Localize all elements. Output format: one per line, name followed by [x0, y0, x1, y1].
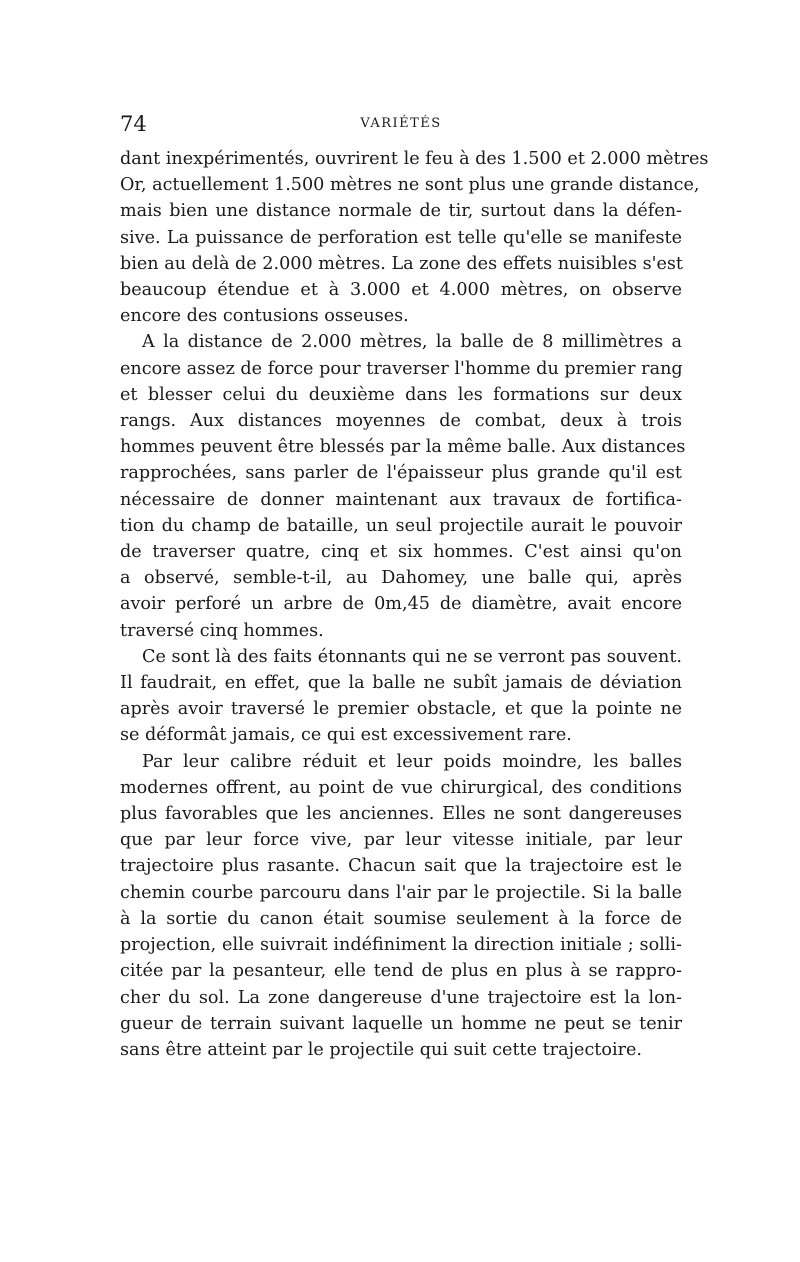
text-line: encore des contusions osseuses. [120, 306, 409, 327]
paragraph [120, 749, 682, 1063]
text-line: citée par la pesanteur, elle tend de plus en plus à se rappro- [120, 961, 682, 982]
text-line: A la distance de 2.000 mètres, la balle de 8 millimètres a [142, 332, 682, 353]
text-line: encore assez de force pour traverser l'homme du premier rang [120, 358, 683, 379]
text-line: sive. La puissance de perforation est telle qu'elle se manifeste [120, 227, 682, 248]
text-line: se déformât jamais, ce qui est excessivement rare. [120, 725, 572, 746]
page-number: 74 [120, 112, 147, 136]
text-line: dant inexpérimentés, ouvrirent le feu à des 1.500 et 2.000 mètres [120, 149, 709, 169]
text-line: modernes offrent, au point de vue chirurgical, des conditions [120, 777, 682, 798]
text-line: mais bien une distance normale de tir, surtout dans la défen- [120, 201, 682, 222]
text-line: sans être atteint par le projectile qui suit cette trajectoire. [120, 1039, 642, 1060]
text-line: avoir perforé un arbre de 0m,45 de diamètre, avait encore [120, 594, 682, 615]
running-head: VARIÉTÉS [360, 116, 442, 131]
text-line: chemin courbe parcouru dans l'air par le projectile. Si la balle [120, 882, 682, 903]
text-line: cher du sol. La zone dangereuse d'une trajectoire est la lon- [120, 987, 682, 1008]
text-line: beaucoup étendue et à 3.000 et 4.000 mètres, on observe [120, 280, 682, 301]
text-line: projection, elle suivrait indéfiniment la direction initiale ; solli- [120, 935, 682, 956]
text-line: traversé cinq hommes. [120, 620, 324, 641]
text-line: trajectoire plus rasante. Chacun sait que la trajectoire est le [120, 856, 682, 877]
text-line: à la sortie du canon était soumise seulement à la force de [120, 908, 682, 929]
paragraph [120, 644, 682, 749]
text-line: après avoir traversé le premier obstacle, et que la pointe ne [120, 699, 682, 720]
text-line: tion du champ de bataille, un seul projectile aurait le pouvoir [120, 515, 682, 536]
text-line: Or, actuellement 1.500 mètres ne sont plus une grande distance, [120, 175, 700, 196]
text-line: rapprochées, sans parler de l'épaisseur plus grande qu'il est [120, 463, 682, 484]
text-line: plus favorables que les anciennes. Elles ne sont dangereuses [120, 804, 682, 825]
text-line: Ce sont là des faits étonnants qui ne se verront pas souvent. [142, 646, 682, 667]
book-page [120, 110, 709, 1063]
text-line: rangs. Aux distances moyennes de combat, deux à trois [120, 411, 682, 432]
text-line: bien au delà de 2.000 mètres. La zone des effets nuisibles s'est [120, 253, 683, 274]
text-line: gueur de terrain suivant laquelle un homme ne peut se tenir [120, 1013, 682, 1034]
paragraph [120, 146, 709, 329]
text-line: de traverser quatre, cinq et six hommes. C'est ainsi qu'on [120, 542, 682, 563]
text-line: a observé, semble-t-il, au Dahomey, une balle qui, après [120, 568, 682, 589]
text-line: que par leur force vive, par leur vitesse initiale, par leur [120, 830, 682, 851]
text-line: hommes peuvent être blessés par la même balle. Aux distances [120, 437, 686, 458]
text-line: et blesser celui du deuxième dans les formations sur deux [120, 384, 682, 405]
text-line: Il faudrait, en effet, que la balle ne subît jamais de déviation [120, 673, 682, 694]
text-line: Par leur calibre réduit et leur poids moindre, les balles [142, 751, 682, 772]
page-header [120, 110, 682, 146]
body-text [120, 146, 709, 1063]
paragraph [120, 329, 686, 643]
text-line: nécessaire de donner maintenant aux travaux de fortifica- [120, 489, 682, 510]
